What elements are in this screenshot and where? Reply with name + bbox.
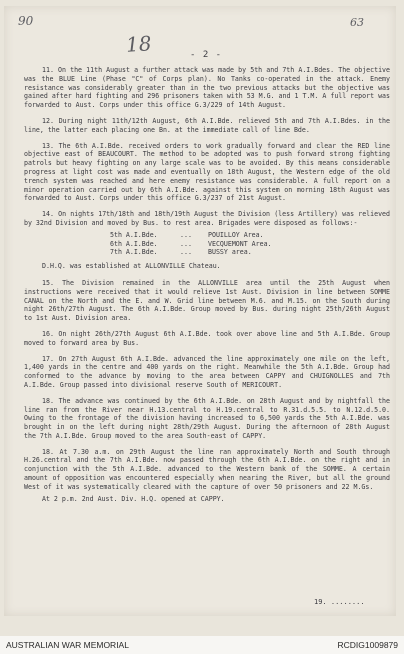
paragraph-15: 15. The Division remained in the ALLONVILLE area until the 25th August when instructions were received that it would relieve 1st Aust. Division in line between SOMME CANAL on the North and the E. and W. Grid line between M.6. and M.15. on the South during night 26th/27th August. The 6th A.I.Bde. Group moved by Bus. during night 25th/26th August to 1st Aust. Division area. <box>24 278 390 323</box>
paragraph-16: 16. On night 26th/27th August 6th A.I.Bde. took over above line and 5th A.I.Bde. Group moved to forward area by Bus. <box>24 329 390 347</box>
continuation-marker: 19. ........ <box>314 598 365 606</box>
brigade-name: 7th A.I.Bde. <box>110 248 158 257</box>
paragraph-18: 18. The advance was continued by the 6th A.I.Bde. on 28th August and by nightfall the line ran from the River near H.13.central to H.19.central to R.31.d.5.5. to N.12.d.5.0. Owing to the frontage of the division having increased to 6,500 yards the 5th A.I.Bde. was brought in on the left during night 28th/29th August. During the afternoon of 28th August the 7th A.I.Bde. Group moved to the area South-east of CAPPY. <box>24 396 390 440</box>
disposition-row <box>110 248 390 257</box>
handwritten-page-mark: 63 <box>350 16 364 29</box>
brigade-area: VECQUEMONT Area. <box>208 239 272 248</box>
handwritten-annotation: 18 <box>125 31 153 57</box>
paragraph-14: 14. On nights 17th/18th and 18th/19th August the Division (less Artillery) was relieved by 32nd Division and moved by Bus. to rest area. Brigades were disposed as follows:- <box>24 210 390 227</box>
brigade-disposition-list <box>24 231 390 257</box>
report-body <box>24 66 390 510</box>
hq-opened-line: At 2 p.m. 2nd Aust. Div. H.Q. opened at CAPPY. <box>42 494 225 503</box>
brigade-name: 5th A.I.Bde. <box>110 230 158 239</box>
archive-footer <box>0 636 404 654</box>
paragraph-17: 17. On 27th August 6th A.I.Bde. advanced the line approximately one mile on the left, 1,400 yards in the centre and 400 yards on the right. Meanwhile the 5th A.I.Bde. Group had conformed to the advance by moving to the area between CAPPY and CHUIGNOLLES and 7th A.I.Bde. Group passed into divisional reserve South of MERICOURT. <box>24 354 390 389</box>
typed-page <box>4 6 396 616</box>
dhq-location: D.H.Q. was established at ALLONVILLE Chateau. <box>42 262 221 271</box>
disposition-row <box>110 240 390 249</box>
brigade-area: BUSSY area. <box>208 248 252 257</box>
brigade-area: POUILLOY Area. <box>208 230 264 239</box>
disposition-row <box>110 231 390 240</box>
paragraph-11: 11. On the 11th August a further attack was made by 5th and 7th A.I.Bdes. The objective was the BLUE Line (Phase "C" of Corps plan). No Tanks co-operated in the attack. Enemy resistance was considerably greater than in the two previous attacks but the objective was gained after hard fighting and 296 prisoners taken with 53 M.G. and 1 T.M. A full report was forwarded to Aust. Corps under this office G.3/229 of 14th August. <box>24 66 390 110</box>
record-id: RCDIG1009879 <box>337 640 398 650</box>
paragraph-13: 13. The 6th A.I.Bde. received orders to work gradually forward and clear the RED line objective east of BEAUCOURT. The method to be adopted was to push forward strong fighting patrols but heavy fighting on any large scale was to be avoided. By this means considerable progress at light cost was made and eventually on 18th August, the Western edge of the old trench system was reached and here enemy resistance was considerable. A full report on a minor operation carried out by 6th A.I.Bde. against this system on morning 18th August was forwarded to Aust. Corps under this office G.3/237 of 21st August. <box>24 141 390 203</box>
handwritten-folio-number: 90 <box>18 14 34 28</box>
leader-dots: ... <box>180 230 192 239</box>
leader-dots: ... <box>180 248 192 257</box>
page-number: - 2 - <box>190 50 223 60</box>
paragraph-18b: 18. At 7.30 a.m. on 29th August the line ran approximately North and South through H.26.central and the 7th A.I.Bde. now passed through the 6th A.I.Bde. on the right and in conjunction with the 5th A.I.Bde. advanced to the Western bank of the SOMME. A certain amount of opposition was encountered especially when nearing the River, but all the ground West of it was systematically cleared with the capture of over 50 prisoners and 22 M.Gs. <box>24 447 390 491</box>
archive-name: AUSTRALIAN WAR MEMORIAL <box>6 640 129 650</box>
brigade-name: 6th A.I.Bde. <box>110 239 158 248</box>
leader-dots: ... <box>180 239 192 248</box>
paragraph-12: 12. During night 11th/12th August, 6th A.I.Bde. relieved 5th and 7th A.I.Bdes. in the line, the latter each placing one Bn. at the immediate call of line Bde. <box>24 116 390 134</box>
